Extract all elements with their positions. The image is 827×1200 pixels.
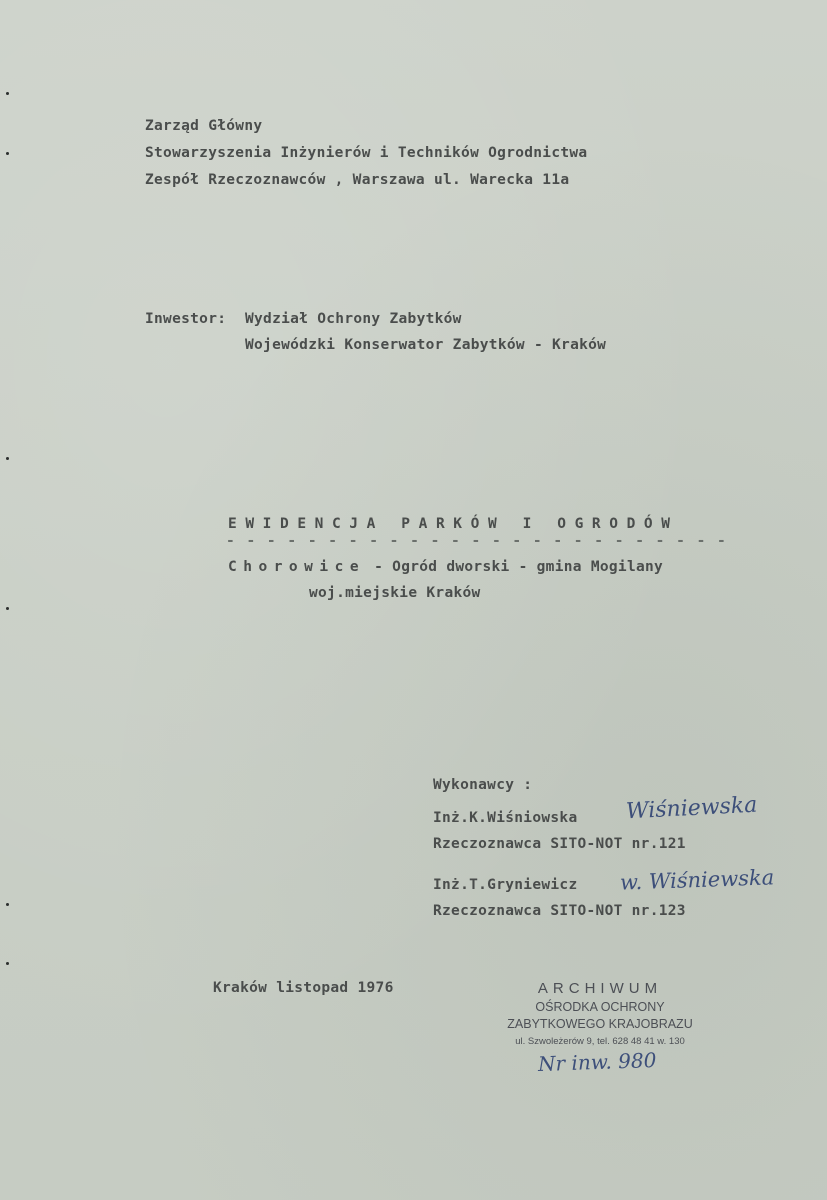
punch-hole — [6, 457, 9, 460]
signature-1: Wiśniewska — [625, 792, 758, 825]
investor-line-2: Wojewódzki Konserwator Zabytków - Kraków — [245, 337, 607, 353]
punch-hole — [6, 92, 9, 95]
stamp-line-3: ZABYTKOWEGO KRAJOBRAZU — [507, 1017, 693, 1031]
author-2-name: Inż.T.Gryniewicz — [433, 877, 578, 893]
subtitle-line-2: woj.miejskie Kraków — [309, 585, 481, 601]
investor-label: Inwestor: — [145, 311, 227, 327]
author-1-role: Rzeczoznawca SITO-NOT nr.121 — [433, 836, 686, 852]
header-line-2: Stowarzyszenia Inżynierów i Techników Ogrodnictwa — [145, 145, 588, 161]
author-1-name: Inż.K.Wiśniowska — [433, 810, 578, 826]
header-line-3: Zespół Rzeczoznawców , Warszawa ul. Warecka 11a — [145, 172, 570, 188]
subtitle-rest: - Ogród dworski - gmina Mogilany — [365, 559, 664, 575]
inventory-number: Nr inw. 980 — [537, 1047, 657, 1077]
author-2-role: Rzeczoznawca SITO-NOT nr.123 — [433, 903, 686, 919]
subtitle-place: Chorowice — [228, 559, 366, 575]
signature-2: w. Wiśniewska — [619, 865, 775, 895]
header-line-1: Zarząd Główny — [145, 118, 263, 134]
punch-hole — [6, 903, 9, 906]
subtitle-line-1 — [228, 559, 663, 575]
stamp-line-2: OŚRODKA OCHRONY — [535, 1000, 665, 1014]
punch-hole — [6, 962, 9, 965]
authors-label: Wykonawcy : — [433, 777, 533, 793]
archive-stamp — [480, 980, 720, 1047]
document-title: EWIDENCJA PARKÓW I OGRODÓW — [228, 516, 679, 532]
stamp-line-1: ARCHIWUM — [537, 980, 663, 997]
place-and-date: Kraków listopad 1976 — [213, 980, 394, 996]
punch-hole — [6, 607, 9, 610]
investor-line-1: Wydział Ochrony Zabytków — [245, 311, 462, 327]
punch-hole — [6, 152, 9, 155]
stamp-line-4: ul. Szwoleżerów 9, tel. 628 48 41 w. 130 — [515, 1036, 685, 1047]
title-rule: - - - - - - - - - - - - - - - - - - - - - - - - - — [226, 533, 728, 549]
